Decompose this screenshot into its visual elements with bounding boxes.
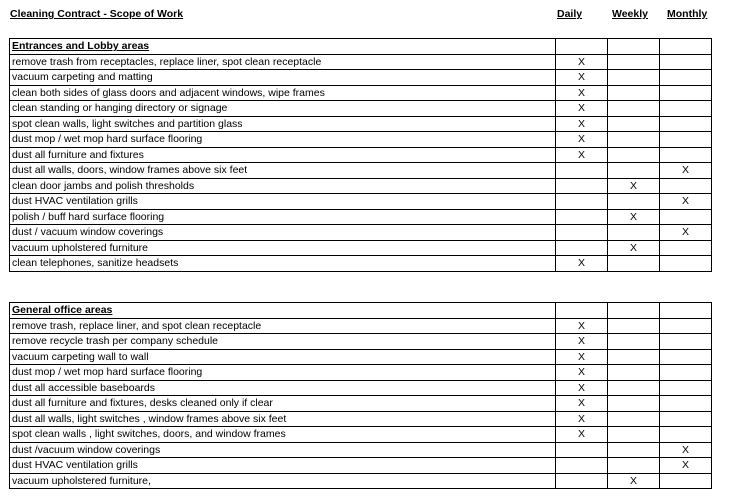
task-cell[interactable]: dust mop / wet mop hard surface flooring	[10, 132, 556, 148]
task-cell[interactable]: remove trash, replace liner, and spot clean receptacle	[10, 318, 556, 334]
monthly-cell[interactable]	[660, 334, 712, 350]
table-row	[10, 318, 712, 334]
monthly-cell[interactable]: X	[660, 442, 712, 458]
daily-cell[interactable]: X	[556, 380, 608, 396]
section-title[interactable]: General office areas	[10, 303, 556, 319]
weekly-cell[interactable]	[608, 256, 660, 272]
weekly-cell[interactable]	[608, 194, 660, 210]
entrances-lobby-table	[9, 38, 712, 272]
weekly-cell[interactable]	[608, 365, 660, 381]
weekly-cell[interactable]	[608, 163, 660, 179]
table-row	[10, 85, 712, 101]
task-cell[interactable]: dust mop / wet mop hard surface flooring	[10, 365, 556, 381]
daily-column-header: Daily	[557, 8, 583, 20]
weekly-cell[interactable]	[608, 39, 660, 55]
weekly-cell[interactable]	[608, 458, 660, 474]
monthly-cell[interactable]	[660, 318, 712, 334]
weekly-cell[interactable]	[608, 380, 660, 396]
weekly-cell[interactable]	[608, 427, 660, 443]
weekly-cell[interactable]	[608, 116, 660, 132]
task-cell[interactable]: dust all furniture and fixtures	[10, 147, 556, 163]
monthly-cell[interactable]	[660, 380, 712, 396]
daily-cell[interactable]: X	[556, 54, 608, 70]
table-row	[10, 349, 712, 365]
table-row	[10, 70, 712, 86]
table-row	[10, 427, 712, 443]
daily-cell[interactable]	[556, 178, 608, 194]
weekly-cell[interactable]	[608, 85, 660, 101]
monthly-cell[interactable]: X	[660, 194, 712, 210]
monthly-cell[interactable]	[660, 39, 712, 55]
table-row	[10, 225, 712, 241]
table-row	[10, 442, 712, 458]
daily-cell[interactable]	[556, 458, 608, 474]
daily-cell[interactable]	[556, 194, 608, 210]
table-row	[10, 396, 712, 412]
monthly-cell[interactable]	[660, 178, 712, 194]
section-title[interactable]: Entrances and Lobby areas	[10, 39, 556, 55]
daily-cell[interactable]: X	[556, 318, 608, 334]
task-cell[interactable]: vacuum carpeting wall to wall	[10, 349, 556, 365]
monthly-cell[interactable]	[660, 132, 712, 148]
table-row	[10, 132, 712, 148]
task-cell[interactable]: remove recycle trash per company schedule	[10, 334, 556, 350]
weekly-cell[interactable]	[608, 70, 660, 86]
daily-cell[interactable]	[556, 163, 608, 179]
table-row	[10, 147, 712, 163]
weekly-cell[interactable]: X	[608, 473, 660, 489]
task-cell[interactable]: polish / buff hard surface flooring	[10, 209, 556, 225]
weekly-cell[interactable]	[608, 147, 660, 163]
monthly-cell[interactable]: X	[660, 163, 712, 179]
monthly-cell[interactable]	[660, 473, 712, 489]
monthly-cell[interactable]	[660, 411, 712, 427]
task-cell[interactable]: dust all accessible baseboards	[10, 380, 556, 396]
table-row	[10, 240, 712, 256]
weekly-cell[interactable]: X	[608, 240, 660, 256]
daily-cell[interactable]	[556, 442, 608, 458]
task-cell[interactable]: vacuum upholstered furniture	[10, 240, 556, 256]
daily-cell[interactable]: X	[556, 70, 608, 86]
section-header-row	[10, 303, 712, 319]
weekly-cell[interactable]	[608, 303, 660, 319]
daily-cell[interactable]: X	[556, 132, 608, 148]
task-cell[interactable]: vacuum upholstered furniture,	[10, 473, 556, 489]
daily-cell[interactable]	[556, 240, 608, 256]
monthly-cell[interactable]	[660, 70, 712, 86]
daily-cell[interactable]	[556, 303, 608, 319]
task-cell[interactable]: remove trash from receptacles, replace liner, spot clean receptacle	[10, 54, 556, 70]
task-cell[interactable]: spot clean walls , light switches, doors, and window frames	[10, 427, 556, 443]
daily-cell[interactable]: X	[556, 365, 608, 381]
weekly-cell[interactable]: X	[608, 178, 660, 194]
weekly-cell[interactable]	[608, 54, 660, 70]
daily-cell[interactable]	[556, 473, 608, 489]
daily-cell[interactable]	[556, 209, 608, 225]
weekly-cell[interactable]	[608, 442, 660, 458]
weekly-cell[interactable]	[608, 349, 660, 365]
monthly-cell[interactable]	[660, 101, 712, 117]
table-row	[10, 194, 712, 210]
weekly-cell[interactable]: X	[608, 209, 660, 225]
general-office-table	[9, 302, 712, 489]
table-row	[10, 256, 712, 272]
weekly-cell[interactable]	[608, 334, 660, 350]
daily-cell[interactable]	[556, 225, 608, 241]
table-row	[10, 101, 712, 117]
daily-cell[interactable]: X	[556, 349, 608, 365]
task-cell[interactable]: clean standing or hanging directory or signage	[10, 101, 556, 117]
monthly-cell[interactable]	[660, 396, 712, 412]
table-row	[10, 54, 712, 70]
weekly-cell[interactable]	[608, 396, 660, 412]
task-cell[interactable]: spot clean walls, light switches and partition glass	[10, 116, 556, 132]
monthly-cell[interactable]	[660, 349, 712, 365]
table-row	[10, 178, 712, 194]
task-cell[interactable]: dust /vacuum window coverings	[10, 442, 556, 458]
table-row	[10, 365, 712, 381]
weekly-cell[interactable]	[608, 411, 660, 427]
daily-cell[interactable]: X	[556, 116, 608, 132]
weekly-cell[interactable]	[608, 101, 660, 117]
task-cell[interactable]: dust HVAC ventilation grills	[10, 458, 556, 474]
daily-cell[interactable]: X	[556, 396, 608, 412]
weekly-cell[interactable]	[608, 318, 660, 334]
monthly-cell[interactable]	[660, 54, 712, 70]
task-cell[interactable]: vacuum carpeting and matting	[10, 70, 556, 86]
task-cell[interactable]: dust all furniture and fixtures, desks cleaned only if clear	[10, 396, 556, 412]
monthly-cell[interactable]: X	[660, 225, 712, 241]
table-row	[10, 411, 712, 427]
monthly-cell[interactable]	[660, 427, 712, 443]
daily-cell[interactable]	[556, 39, 608, 55]
section-header-row	[10, 39, 712, 55]
table-row	[10, 116, 712, 132]
daily-cell[interactable]: X	[556, 85, 608, 101]
table-row	[10, 334, 712, 350]
daily-cell[interactable]: X	[556, 147, 608, 163]
monthly-cell[interactable]	[660, 303, 712, 319]
task-cell[interactable]: dust all walls, light switches , window frames above six feet	[10, 411, 556, 427]
document-title: Cleaning Contract - Scope of Work	[10, 8, 184, 20]
table-row	[10, 209, 712, 225]
task-cell[interactable]: dust / vacuum window coverings	[10, 225, 556, 241]
weekly-column-header: Weekly	[612, 8, 648, 20]
monthly-cell[interactable]	[660, 240, 712, 256]
monthly-cell[interactable]	[660, 147, 712, 163]
task-cell[interactable]: dust HVAC ventilation grills	[10, 194, 556, 210]
task-cell[interactable]: dust all walls, doors, window frames above six feet	[10, 163, 556, 179]
monthly-column-header: Monthly	[667, 8, 708, 20]
column-header-row	[0, 8, 731, 24]
monthly-cell[interactable]	[660, 116, 712, 132]
weekly-cell[interactable]	[608, 225, 660, 241]
daily-cell[interactable]: X	[556, 101, 608, 117]
table-row	[10, 163, 712, 179]
monthly-cell[interactable]	[660, 365, 712, 381]
monthly-cell[interactable]	[660, 256, 712, 272]
table-row	[10, 380, 712, 396]
task-cell[interactable]: clean door jambs and polish thresholds	[10, 178, 556, 194]
task-cell[interactable]: clean both sides of glass doors and adjacent windows, wipe frames	[10, 85, 556, 101]
daily-cell[interactable]: X	[556, 334, 608, 350]
daily-cell[interactable]: X	[556, 427, 608, 443]
table-row	[10, 473, 712, 489]
monthly-cell[interactable]: X	[660, 458, 712, 474]
weekly-cell[interactable]	[608, 132, 660, 148]
daily-cell[interactable]: X	[556, 256, 608, 272]
monthly-cell[interactable]	[660, 85, 712, 101]
table-row	[10, 458, 712, 474]
daily-cell[interactable]: X	[556, 411, 608, 427]
task-cell[interactable]: clean telephones, sanitize headsets	[10, 256, 556, 272]
monthly-cell[interactable]	[660, 209, 712, 225]
